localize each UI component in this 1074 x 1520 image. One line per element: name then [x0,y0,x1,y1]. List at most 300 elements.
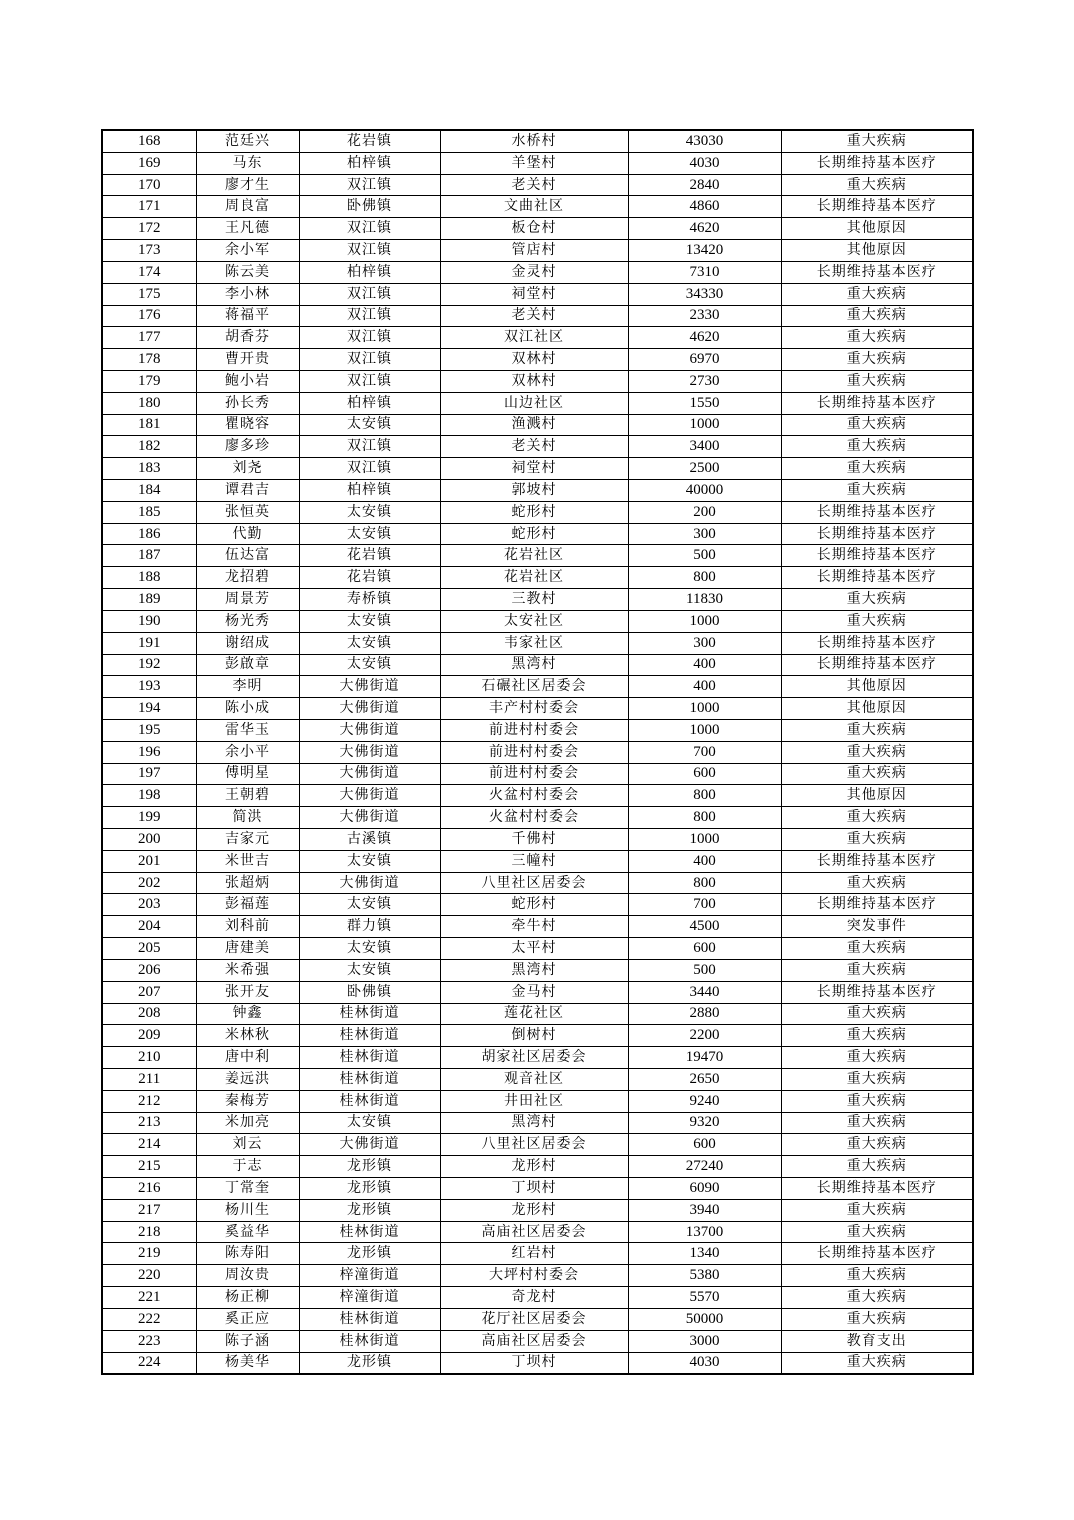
person-name-cell: 秦梅芳 [196,1090,299,1112]
person-name-cell: 孙长秀 [196,392,299,414]
amount-cell: 3400 [628,436,781,458]
amount-cell: 43030 [628,130,781,152]
table-row [102,458,973,480]
town-cell: 双江镇 [299,436,440,458]
person-name-cell: 于志 [196,1156,299,1178]
table-row [102,130,973,152]
row-number-cell: 188 [102,567,196,589]
table-row [102,632,973,654]
person-name-cell: 马东 [196,152,299,174]
amount-cell: 800 [628,785,781,807]
amount-cell: 4500 [628,916,781,938]
reason-cell: 长期维持基本医疗 [781,1243,973,1265]
reason-cell: 重大疾病 [781,283,973,305]
table-row [102,305,973,327]
village-cell: 黑湾村 [440,959,628,981]
row-number-cell: 182 [102,436,196,458]
village-cell: 文曲社区 [440,196,628,218]
town-cell: 桂林街道 [299,1221,440,1243]
reason-cell: 重大疾病 [781,719,973,741]
reason-cell: 长期维持基本医疗 [781,545,973,567]
amount-cell: 9320 [628,1112,781,1134]
amount-cell: 13700 [628,1221,781,1243]
reason-cell: 长期维持基本医疗 [781,523,973,545]
row-number-cell: 172 [102,218,196,240]
village-cell: 羊堡村 [440,152,628,174]
amount-cell: 34330 [628,283,781,305]
person-name-cell: 王朝碧 [196,785,299,807]
table-row [102,501,973,523]
table-row [102,1287,973,1309]
table-row [102,1003,973,1025]
village-cell: 牵牛村 [440,916,628,938]
town-cell: 大佛街道 [299,872,440,894]
table-row [102,218,973,240]
roster-body [102,130,973,1374]
amount-cell: 300 [628,632,781,654]
reason-cell: 重大疾病 [781,1156,973,1178]
table-row [102,1243,973,1265]
amount-cell: 4030 [628,152,781,174]
village-cell: 祠堂村 [440,458,628,480]
table-row [102,370,973,392]
person-name-cell: 陈小成 [196,698,299,720]
table-row [102,1025,973,1047]
table-row [102,414,973,436]
table-row [102,1221,973,1243]
village-cell: 石碾社区居委会 [440,676,628,698]
reason-cell: 重大疾病 [781,327,973,349]
reason-cell: 重大疾病 [781,1047,973,1069]
table-row [102,1265,973,1287]
village-cell: 龙形村 [440,1199,628,1221]
town-cell: 大佛街道 [299,785,440,807]
table-row [102,850,973,872]
person-name-cell: 张开友 [196,981,299,1003]
town-cell: 桂林街道 [299,1090,440,1112]
person-name-cell: 余小平 [196,741,299,763]
village-cell: 黑湾村 [440,1112,628,1134]
village-cell: 倒树村 [440,1025,628,1047]
town-cell: 太安镇 [299,1112,440,1134]
row-number-cell: 206 [102,959,196,981]
table-row [102,1352,973,1374]
town-cell: 双江镇 [299,240,440,262]
table-row [102,240,973,262]
town-cell: 龙形镇 [299,1178,440,1200]
person-name-cell: 唐建美 [196,938,299,960]
person-name-cell: 米世吉 [196,850,299,872]
table-row [102,872,973,894]
table-row [102,741,973,763]
table-row [102,719,973,741]
amount-cell: 600 [628,1134,781,1156]
amount-cell: 2880 [628,1003,781,1025]
row-number-cell: 191 [102,632,196,654]
row-number-cell: 205 [102,938,196,960]
table-row [102,959,973,981]
reason-cell: 突发事件 [781,916,973,938]
table-row [102,916,973,938]
person-name-cell: 彭啟章 [196,654,299,676]
row-number-cell: 197 [102,763,196,785]
reason-cell: 教育支出 [781,1330,973,1352]
row-number-cell: 203 [102,894,196,916]
reason-cell: 其他原因 [781,676,973,698]
table-row [102,523,973,545]
town-cell: 大佛街道 [299,763,440,785]
table-row [102,829,973,851]
table-row [102,1330,973,1352]
amount-cell: 700 [628,894,781,916]
village-cell: 花岩社区 [440,545,628,567]
row-number-cell: 194 [102,698,196,720]
row-number-cell: 189 [102,589,196,611]
town-cell: 龙形镇 [299,1243,440,1265]
row-number-cell: 199 [102,807,196,829]
village-cell: 胡家社区居委会 [440,1047,628,1069]
table-row [102,436,973,458]
town-cell: 太安镇 [299,610,440,632]
person-name-cell: 吉家元 [196,829,299,851]
table-row [102,174,973,196]
village-cell: 前进村村委会 [440,741,628,763]
table-row [102,545,973,567]
reason-cell: 长期维持基本医疗 [781,152,973,174]
row-number-cell: 185 [102,501,196,523]
village-cell: 千佛村 [440,829,628,851]
row-number-cell: 213 [102,1112,196,1134]
row-number-cell: 178 [102,349,196,371]
town-cell: 太安镇 [299,894,440,916]
village-cell: 老关村 [440,174,628,196]
town-cell: 太安镇 [299,938,440,960]
town-cell: 大佛街道 [299,807,440,829]
table-row [102,1112,973,1134]
table-row [102,327,973,349]
person-name-cell: 米加亮 [196,1112,299,1134]
town-cell: 双江镇 [299,458,440,480]
person-name-cell: 胡香芬 [196,327,299,349]
reason-cell: 重大疾病 [781,1287,973,1309]
reason-cell: 重大疾病 [781,589,973,611]
person-name-cell: 周汝贵 [196,1265,299,1287]
amount-cell: 1340 [628,1243,781,1265]
amount-cell: 300 [628,523,781,545]
amount-cell: 800 [628,872,781,894]
village-cell: 大坪村村委会 [440,1265,628,1287]
amount-cell: 1550 [628,392,781,414]
person-name-cell: 谢绍成 [196,632,299,654]
village-cell: 郭坡村 [440,480,628,502]
amount-cell: 27240 [628,1156,781,1178]
town-cell: 卧佛镇 [299,196,440,218]
amount-cell: 13420 [628,240,781,262]
amount-cell: 40000 [628,480,781,502]
town-cell: 双江镇 [299,305,440,327]
amount-cell: 50000 [628,1308,781,1330]
person-name-cell: 李明 [196,676,299,698]
village-cell: 奇龙村 [440,1287,628,1309]
town-cell: 大佛街道 [299,1134,440,1156]
town-cell: 龙形镇 [299,1199,440,1221]
reason-cell: 重大疾病 [781,1221,973,1243]
reason-cell: 长期维持基本医疗 [781,981,973,1003]
person-name-cell: 鲍小岩 [196,370,299,392]
town-cell: 太安镇 [299,959,440,981]
town-cell: 太安镇 [299,654,440,676]
town-cell: 梓潼街道 [299,1287,440,1309]
table-row [102,392,973,414]
reason-cell: 其他原因 [781,218,973,240]
reason-cell: 重大疾病 [781,1134,973,1156]
amount-cell: 600 [628,938,781,960]
row-number-cell: 222 [102,1308,196,1330]
reason-cell: 重大疾病 [781,1090,973,1112]
village-cell: 管店村 [440,240,628,262]
row-number-cell: 196 [102,741,196,763]
village-cell: 火盆村村委会 [440,807,628,829]
amount-cell: 5570 [628,1287,781,1309]
reason-cell: 重大疾病 [781,741,973,763]
person-name-cell: 李小林 [196,283,299,305]
village-cell: 蛇形村 [440,894,628,916]
row-number-cell: 176 [102,305,196,327]
person-name-cell: 傅明星 [196,763,299,785]
town-cell: 古溪镇 [299,829,440,851]
row-number-cell: 177 [102,327,196,349]
reason-cell: 重大疾病 [781,1352,973,1374]
table-row [102,1090,973,1112]
reason-cell: 重大疾病 [781,174,973,196]
table-row [102,654,973,676]
amount-cell: 1000 [628,719,781,741]
town-cell: 龙形镇 [299,1352,440,1374]
town-cell: 柏梓镇 [299,261,440,283]
amount-cell: 5380 [628,1265,781,1287]
row-number-cell: 198 [102,785,196,807]
person-name-cell: 米林秋 [196,1025,299,1047]
village-cell: 渔溅村 [440,414,628,436]
amount-cell: 200 [628,501,781,523]
table-row [102,1199,973,1221]
village-cell: 山边社区 [440,392,628,414]
village-cell: 高庙社区居委会 [440,1330,628,1352]
person-name-cell: 张恒英 [196,501,299,523]
row-number-cell: 192 [102,654,196,676]
person-name-cell: 刘云 [196,1134,299,1156]
row-number-cell: 180 [102,392,196,414]
town-cell: 花岩镇 [299,545,440,567]
village-cell: 红岩村 [440,1243,628,1265]
reason-cell: 重大疾病 [781,370,973,392]
village-cell: 双林村 [440,370,628,392]
row-number-cell: 202 [102,872,196,894]
reason-cell: 长期维持基本医疗 [781,261,973,283]
village-cell: 前进村村委会 [440,719,628,741]
village-cell: 蛇形村 [440,501,628,523]
town-cell: 双江镇 [299,327,440,349]
person-name-cell: 杨正柳 [196,1287,299,1309]
village-cell: 蛇形村 [440,523,628,545]
amount-cell: 6970 [628,349,781,371]
row-number-cell: 211 [102,1068,196,1090]
town-cell: 柏梓镇 [299,152,440,174]
village-cell: 花岩社区 [440,567,628,589]
person-name-cell: 米希强 [196,959,299,981]
person-name-cell: 彭福莲 [196,894,299,916]
assistance-roster-table [101,129,974,1375]
amount-cell: 1000 [628,414,781,436]
row-number-cell: 201 [102,850,196,872]
row-number-cell: 220 [102,1265,196,1287]
person-name-cell: 雷华玉 [196,719,299,741]
table-row [102,763,973,785]
row-number-cell: 190 [102,610,196,632]
table-row [102,1156,973,1178]
reason-cell: 重大疾病 [781,763,973,785]
table-row [102,785,973,807]
amount-cell: 800 [628,567,781,589]
amount-cell: 4620 [628,327,781,349]
person-name-cell: 周良富 [196,196,299,218]
row-number-cell: 204 [102,916,196,938]
table-row [102,261,973,283]
person-name-cell: 谭君吉 [196,480,299,502]
row-number-cell: 174 [102,261,196,283]
row-number-cell: 212 [102,1090,196,1112]
town-cell: 双江镇 [299,370,440,392]
table-row [102,1134,973,1156]
table-row [102,610,973,632]
reason-cell: 长期维持基本医疗 [781,632,973,654]
village-cell: 火盆村村委会 [440,785,628,807]
town-cell: 太安镇 [299,523,440,545]
town-cell: 大佛街道 [299,676,440,698]
amount-cell: 500 [628,959,781,981]
town-cell: 太安镇 [299,632,440,654]
person-name-cell: 余小军 [196,240,299,262]
village-cell: 丁坝村 [440,1178,628,1200]
table-row [102,283,973,305]
village-cell: 丁坝村 [440,1352,628,1374]
reason-cell: 重大疾病 [781,458,973,480]
reason-cell: 重大疾病 [781,938,973,960]
row-number-cell: 169 [102,152,196,174]
row-number-cell: 171 [102,196,196,218]
village-cell: 老关村 [440,305,628,327]
reason-cell: 长期维持基本医疗 [781,894,973,916]
person-name-cell: 刘尧 [196,458,299,480]
row-number-cell: 168 [102,130,196,152]
reason-cell: 重大疾病 [781,1068,973,1090]
village-cell: 井田社区 [440,1090,628,1112]
row-number-cell: 215 [102,1156,196,1178]
person-name-cell: 唐中利 [196,1047,299,1069]
village-cell: 祠堂村 [440,283,628,305]
person-name-cell: 范廷兴 [196,130,299,152]
person-name-cell: 陈寿阳 [196,1243,299,1265]
reason-cell: 长期维持基本医疗 [781,850,973,872]
person-name-cell: 刘科前 [196,916,299,938]
table-row [102,698,973,720]
village-cell: 前进村村委会 [440,763,628,785]
amount-cell: 3000 [628,1330,781,1352]
person-name-cell: 张超炳 [196,872,299,894]
row-number-cell: 209 [102,1025,196,1047]
village-cell: 板仓村 [440,218,628,240]
amount-cell: 800 [628,807,781,829]
town-cell: 双江镇 [299,218,440,240]
reason-cell: 其他原因 [781,240,973,262]
amount-cell: 19470 [628,1047,781,1069]
town-cell: 双江镇 [299,349,440,371]
town-cell: 寿桥镇 [299,589,440,611]
amount-cell: 400 [628,654,781,676]
town-cell: 柏梓镇 [299,480,440,502]
village-cell: 龙形村 [440,1156,628,1178]
table-row [102,480,973,502]
village-cell: 观音社区 [440,1068,628,1090]
row-number-cell: 170 [102,174,196,196]
village-cell: 老关村 [440,436,628,458]
amount-cell: 400 [628,676,781,698]
table-row [102,567,973,589]
village-cell: 水桥村 [440,130,628,152]
reason-cell: 重大疾病 [781,349,973,371]
village-cell: 金马村 [440,981,628,1003]
person-name-cell: 廖多珍 [196,436,299,458]
reason-cell: 重大疾病 [781,436,973,458]
person-name-cell: 廖才生 [196,174,299,196]
village-cell: 黑湾村 [440,654,628,676]
village-cell: 莲花社区 [440,1003,628,1025]
town-cell: 群力镇 [299,916,440,938]
amount-cell: 400 [628,850,781,872]
amount-cell: 1000 [628,610,781,632]
reason-cell: 重大疾病 [781,130,973,152]
town-cell: 龙形镇 [299,1156,440,1178]
row-number-cell: 208 [102,1003,196,1025]
village-cell: 太安社区 [440,610,628,632]
row-number-cell: 200 [102,829,196,851]
person-name-cell: 伍达富 [196,545,299,567]
amount-cell: 2730 [628,370,781,392]
village-cell: 三教村 [440,589,628,611]
amount-cell: 500 [628,545,781,567]
village-cell: 八里社区居委会 [440,1134,628,1156]
village-cell: 双林村 [440,349,628,371]
reason-cell: 重大疾病 [781,1265,973,1287]
table-row [102,589,973,611]
row-number-cell: 224 [102,1352,196,1374]
reason-cell: 重大疾病 [781,1003,973,1025]
amount-cell: 7310 [628,261,781,283]
amount-cell: 4620 [628,218,781,240]
village-cell: 花厅社区居委会 [440,1308,628,1330]
table-row [102,152,973,174]
person-name-cell: 蒋福平 [196,305,299,327]
town-cell: 花岩镇 [299,130,440,152]
reason-cell: 长期维持基本医疗 [781,196,973,218]
reason-cell: 重大疾病 [781,872,973,894]
row-number-cell: 219 [102,1243,196,1265]
person-name-cell: 杨川生 [196,1199,299,1221]
person-name-cell: 奚益华 [196,1221,299,1243]
row-number-cell: 179 [102,370,196,392]
amount-cell: 700 [628,741,781,763]
reason-cell: 重大疾病 [781,610,973,632]
